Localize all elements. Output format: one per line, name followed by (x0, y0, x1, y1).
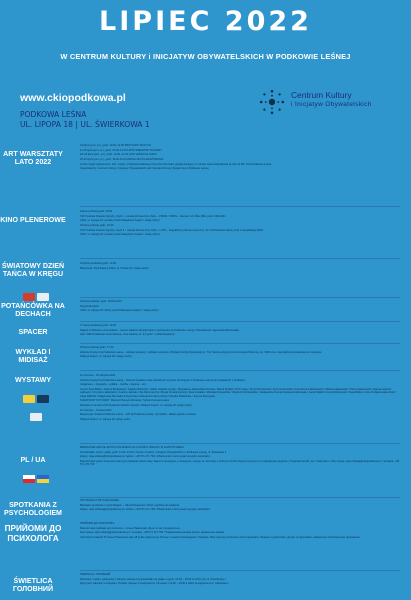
section-content (80, 499, 400, 513)
section-line: 17 lipca (niedziela) godz. 10.00 (80, 324, 116, 327)
section-wyklad-midisaz (0, 346, 411, 370)
section-line: Pałacyk Kasprz, ul. Lilpopa 18, wstęp wolny (80, 418, 131, 422)
section-line: KURATORZY WYSTAWY: Mariusz Pleszyk-Mozanek / Sylwia Kramaszewska (80, 399, 169, 403)
section-kino-plenerowe (0, 210, 411, 256)
partner-logo-icon (23, 395, 35, 403)
section-line: Ekspozycja: Stulecie Podkowa Leśna – 100 lat Podkowy Leśnej i Jej Okolic - Miasto-ogród w obrazie (80, 413, 196, 417)
section-content (80, 300, 400, 314)
section-line: 8 lipca (sobota) godz. 20.30 (80, 210, 113, 213)
flags (6, 470, 66, 488)
section-label: KINO PLENEROWE (0, 216, 66, 224)
section-wystawy (0, 374, 411, 436)
divider (80, 443, 400, 444)
section-line: 11-15 lipca (pon.-pt.), godz. 10.00–12.00 LETNI WARSZTAT FILMOWY (80, 148, 163, 152)
section-line: Безкоштовні уроки польської мови для українців різного віку. Заняття проходять у понеділок, середу та п'ятницю з 11:00 до 12:00 в Центрі культури та громадських ініціатив у Подкова-Лесній, вул. Свєркова 1. Реєстрація: olga.szklaraj@ckiopodkowa.pl / телефон: +48 571 271 790 (80, 460, 400, 467)
section-spacer (0, 324, 411, 344)
divider (80, 321, 400, 322)
section-line: Zespół Mrzyków (80, 304, 99, 308)
section-line: SPOTKANIA Z PSYCHOLOGIEM (80, 499, 119, 502)
section-content (80, 210, 400, 238)
section-label: ŚWIETLICA ГОЛОВНИЙ (12, 577, 54, 594)
divider (80, 258, 400, 259)
section-pl-ua (0, 446, 411, 492)
section-line: Zapisy: olga.szklaraj@ckiopodkowa.pl / telefon: +48 571 271 790 / Wiadomości można pisać w języku ukraińskim (80, 455, 211, 459)
section-content (80, 346, 400, 360)
section-content (80, 324, 400, 338)
section-line: Milanówek, Park Zielony Dzień, ul. Królów 10 / wstęp wolny! (80, 266, 149, 270)
section-content (80, 446, 400, 468)
section-label: PL / UA (20, 456, 46, 464)
divider (80, 370, 400, 371)
section-content (80, 374, 400, 423)
section-line: Dla dzieci, matek i opiekunów z Ukrainy otwarta od poniedziałku do piątku w godz. 12:00 – 15:00 w CKiO przy ul. Świerkowej 1 (80, 577, 226, 581)
section-line: Organizatorzy: Centrum Kultury i Inicjatyw Obywatelskich oraz Ośrodek Pomocy Społecznej w Podkowie Leśnej (80, 167, 209, 171)
section-line: (malarstwo – fotografia – grafika – rzeźba – tkanina – art) (80, 383, 146, 387)
divider (80, 206, 400, 207)
divider (80, 570, 400, 571)
section-pryiomy-psycholog (0, 522, 411, 574)
section-potancowka (0, 300, 411, 322)
section-line: 23 lipca (sobota), godz. 18.00-22.00 (80, 300, 122, 303)
section-swietlica (0, 573, 411, 599)
divider (80, 497, 400, 498)
poland-flag-icon (23, 475, 35, 483)
section-content (80, 144, 400, 172)
partner-logo-icon (37, 395, 49, 403)
divider (80, 343, 400, 344)
section-line: 30 lipca (sobota) godz. 17.00 (80, 346, 114, 349)
section-art-warsztaty (0, 144, 411, 204)
section-line: Для дітей, матерів та опікунів з України працює з понеділка по п'ятницю з 12:00 – 15:00 в ЦКІО за адресою вул. Свєркова 1 (80, 582, 229, 586)
section-line: ПРИЙОМИ ДО ПСИХОЛОГА (80, 522, 115, 525)
section-content (80, 573, 400, 587)
section-line: Zapisy: olga.szklaraj@ckiopodkowa.pl / telefon: +48 571 271 790 / Wiadomości można pisać w języku ukraińskim (80, 508, 211, 512)
section-swiatowy-dzien-tanca (0, 262, 411, 302)
section-label: ART WARSZTATY LATO 2022 (3, 150, 63, 167)
section-line: XVII Festiwal Otwarte Ogrody, część I – retacja filmowa Kory Żelis – C'MON, C'MON – dramat, reż. Mike Mills, prod. USA 2021 (80, 214, 226, 218)
partner-logos (6, 390, 66, 408)
section-label: WYKŁAD I MIDISAŻ (15, 348, 51, 365)
partner-logo-icon (30, 413, 42, 421)
section-content (80, 262, 400, 271)
section-line: Pałacyk Kasprz, ul. Lilpopa 18 / wstęp wolny! (80, 355, 132, 359)
section-spotkania-psycholog (0, 499, 411, 519)
partner-logos (6, 408, 66, 426)
section-line: CKiO, ul. Lilpopa 18, pieniek przed Pałacykiem Kasprz / wstęp wolny! (80, 219, 160, 223)
section-label: SPOTKANIA Z PSYCHOLOGIEM (4, 501, 62, 518)
brand-name: Centrum Kultury (291, 90, 352, 100)
website-link[interactable]: www.ckiopodkowa.pl (20, 92, 126, 104)
org-city: PODKOWA LEŚNA (20, 110, 87, 119)
section-label: ŚWIATOWY DZIEŃ TAŃCA W KRĘGU (1, 262, 65, 279)
section-line: ŚWIETLICA / ГОЛОВНИЙ (80, 573, 111, 576)
ukraine-flag-icon (37, 475, 49, 483)
section-label: SPACER (18, 328, 48, 336)
section-line: 25-29 lipca (pon.-pt.), godz. 10.00-12.00 WAKACJE Z PLANSZÓWKAMI (80, 158, 164, 162)
brand-logo (258, 88, 408, 118)
section-line: Liczba miejsc ograniczona. Info i zapisy: info@ckiopodkowa.pl lub przez formularz google dostępny na stronie www.ckiopodkowa.pl oraz na FB. Cena Podkowa Leśna. (80, 162, 272, 166)
section-line: CKiO, ul. Lilpopa 18, dechy przed Pałacykiem Kasprz / wstęp wolny! (80, 309, 159, 313)
section-line: Zajęcia w Wilanów i Ame Nalesh – spacer śladami olimpijczyków i sportowców po Podkowie Leśnej / Prowadzenie: Agnieszka Wiśniewska (80, 328, 239, 332)
section-line: Historia Artystyczna Podkowie Leśnej – złocona wystawa sztuk wizualnych artystów tworzących w Podkowie Leśnej lub związanych z Podkową (80, 378, 245, 382)
page-title: LIPIEC 2022 (99, 6, 312, 37)
section-line: 30 lipca (sobota) godz. 20.30 (80, 224, 114, 228)
brand-subname: i Inicjatyw Obywatelskich (291, 101, 372, 108)
section-line: Historia Artystyczna Podkowie Leśnej – midisaż wystawy z udziałem artystów: Wykład dr Edyty Barucki(ej) pt. Trzy historie artystyczne w Europie Północnej; ok. 1960 roku i sporządzenie kuratorskie po wystawie (80, 350, 322, 354)
section-line: Wystawa w ramach XVII Festiwalu Otwarte Ogrody / Pałacyk Kasprz, ul. Lilpopa 18, wstęp wolny! (80, 404, 192, 408)
section-line: XVII Festiwal Otwarte Ogrody, część II – retacja filmowa Kory Żelis – LATO – biograficzny dramat muzyczny, reż. Kirił Serebrennikow, prod. Francja/Rosja 2018 (80, 228, 263, 232)
section-line: 16 lipca (niedziela) godz. 10.00 (80, 262, 116, 265)
divider (80, 297, 400, 298)
section-content (80, 522, 400, 541)
sunburst-logo-icon (258, 88, 286, 116)
section-line: BEZPŁATNE LEKCJE JĘZYKA POLSKIEGO DLA OSÓB Z UKRAINY W KAŻDYM WIEKU (80, 446, 184, 449)
page-subtitle: W CENTRUM KULTURY i INICJATYW OBYWATELSKICH W PODKOWIE LEŚNEJ (60, 52, 351, 61)
section-line: 18–22 lipca (pon.–pt.), godz. 10.00–12.30 LATO LEŚNYCH LUDZI (80, 153, 157, 157)
section-line: Реєстрація: olga.szklaraj@ckiopodkowa.pl / телефон: +48 571 271 790 / Повідомлення можна писати українською мовою (80, 531, 224, 535)
section-line: 4-8 lipca (pon.-pt.), godz. 10.00–12.00 PRZYGODY MAŁYCH (80, 144, 151, 147)
section-line: Світлиця Головний: В Олени Павеленко мав 18 років практики до Польщі з сином Олександром з Харкова. Має практику психолога-психотерапевта. Працює з дорослими, дітьми та підлітками, займається психологічною підтримкою. (80, 536, 361, 540)
section-label: POTAŃCÓWKA NA DECHACH (1, 302, 65, 319)
section-line: Artyści: Ewa Balsk / Joanna Burkietańgi / Kajetan Burkotłys / Jakub Ciołecki (owski) / Magdalena Jastrzębska-Kmicka / Marek Mrgiłós / Piotr Gago / Krzysztof Gramek / Anna Grudowska / Franciszek Lediechewski / Mirela Łukaszewicz / Piotr Łukaszewicz / Hanna Ławnicz-Latkowicz / Krystyna Jaśkiewicz / Joanna Jaśniak / Ola Kaczmarczyk / Beata Kurdek-Kamryk / Ewa Kowalka / Mirosław Kamedzka / Wojciech Kozlowski(e) / Aleksandra Kramsztrowska-Grabkowska / Jacek Malicki / Anna Michniewicz / Ewa Mikina / Anna Podlaszewska-Pestl / Alicja Rafiński / Małgorzata Siemaśko-Krzyżanska / Aleksandra Siemuzów(i) / Monika Walewicka / Justyna Zamoyska (80, 388, 396, 398)
section-line: Безкоштовні прийоми до психолога – Олена Павеленко. Дата та час узгоджуються. (80, 526, 181, 530)
org-address: UL. LIPOPA 18 | UL. ŚWIERKOWA 1 (20, 120, 150, 129)
section-line: Bezpłatne spotkania z psychologiem – Olena Pawelenko. Dzień i godzina do ustalenia. (80, 503, 180, 507)
section-label: WYSTAWY (14, 376, 52, 384)
section-line: Poniedziałek, środy i piątki, godz. 11:00–12:00 / Centrum Kultury i Inicjatyw Obywatelskich w Podkowie Leśnej, ul. Świerkowa 1 (80, 450, 227, 454)
section-line: 10 czerwca – 30 sierpnia 2022 (80, 374, 116, 377)
section-line: 10 czerwca – 31 lipca 2022 (80, 408, 112, 412)
section-label: ПРИЙОМИ ДО ПСИХОЛОГА (4, 524, 62, 543)
section-line: CKiO, ul. Lilpopa 18, pieniek przed Pałacykiem Kasprz / wstęp wolny! (80, 233, 160, 237)
section-line: start: WKD Podkowa Leśna Główna, czas trwania: ok. 2,5 godz. / udział bezpłatny! (80, 333, 175, 337)
